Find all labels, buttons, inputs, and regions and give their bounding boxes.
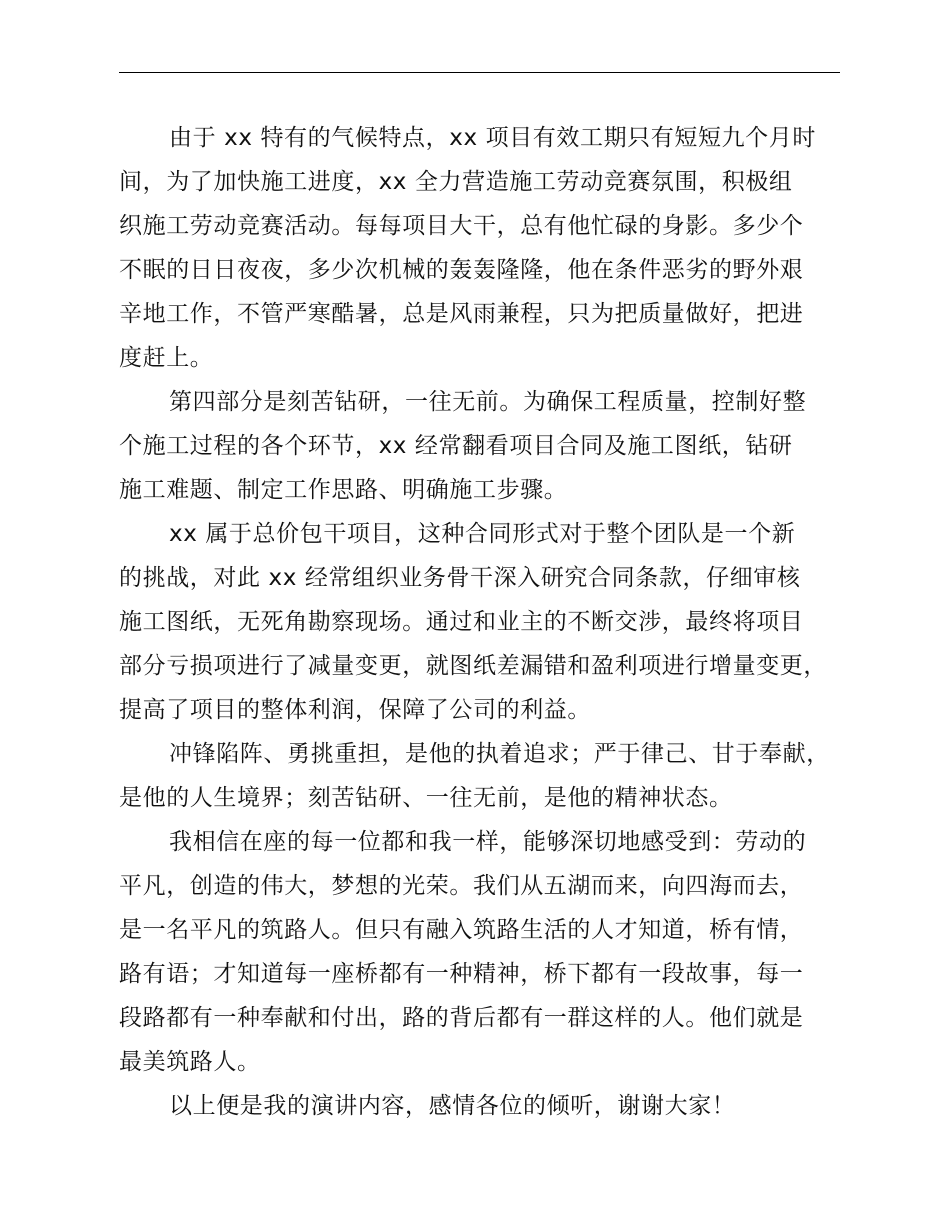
text-line: 第四部分是刻苦钻研，一往无前。为确保工程质量，控制好整 (169, 389, 807, 415)
text-line: 度赶上。 (119, 345, 214, 371)
text-line: xx 属于总价包干项目，这种合同形式对于整个团队是一个新 (169, 521, 796, 547)
paragraph (119, 512, 843, 732)
document-body (119, 116, 843, 1128)
text-line: 不眠的日日夜夜，多少次机械的轰轰隆隆，他在条件恶劣的野外艰 (119, 257, 804, 283)
text-line: 是一名平凡的筑路人。但只有融入筑路生活的人才知道，桥有情， (119, 917, 804, 943)
text-line: 施工图纸，无死角勘察现场。通过和业主的不断交涉，最终将项目 (119, 609, 804, 635)
text-line: 路有语；才知道每一座桥都有一种精神，桥下都有一段故事，每一 (119, 961, 804, 987)
text-line: 冲锋陷阵、勇挑重担，是他的执着追求；严于律己、甘于奉献， (169, 741, 830, 767)
text-line: 施工难题、制定工作思路、明确施工步骤。 (119, 477, 568, 503)
text-line: 的挑战，对此 xx 经常组织业务骨干深入研究合同条款，仔细审核 (119, 565, 801, 591)
text-line: 段路都有一种奉献和付出，路的背后都有一群这样的人。他们就是 (119, 1005, 804, 1031)
text-line: 由于 xx 特有的气候特点，xx 项目有效工期只有短短九个月时 (169, 125, 816, 151)
text-line: 是他的人生境界；刻苦钻研、一往无前，是他的精神状态。 (119, 785, 733, 811)
header-rule (119, 72, 840, 73)
text-line: 辛地工作，不管严寒酷暑，总是风雨兼程，只为把质量做好，把进 (119, 301, 804, 327)
paragraph (119, 380, 843, 512)
text-line: 我相信在座的每一位都和我一样，能够深切地感受到：劳动的 (169, 829, 807, 855)
text-line: 平凡，创造的伟大，梦想的光荣。我们从五湖而来，向四海而去， (119, 873, 804, 899)
paragraph (119, 1084, 843, 1128)
text-line: 个施工过程的各个环节，xx 经常翻看项目合同及施工图纸，钻研 (119, 433, 793, 459)
text-line: 织施工劳动竞赛活动。每每项目大干，总有他忙碌的身影。多少个 (119, 213, 804, 239)
paragraph (119, 820, 843, 1084)
text-line: 间，为了加快施工进度，xx 全力营造施工劳动竞赛氛围，积极组 (119, 169, 793, 195)
text-line: 以上便是我的演讲内容，感情各位的倾听，谢谢大家！ (169, 1093, 736, 1119)
paragraph (119, 732, 843, 820)
text-line: 最美筑路人。 (119, 1049, 261, 1075)
paragraph (119, 116, 843, 380)
text-line: 提高了项目的整体利润，保障了公司的利益。 (119, 697, 591, 723)
text-line: 部分亏损项进行了减量变更，就图纸差漏错和盈利项进行增量变更， (119, 653, 827, 679)
